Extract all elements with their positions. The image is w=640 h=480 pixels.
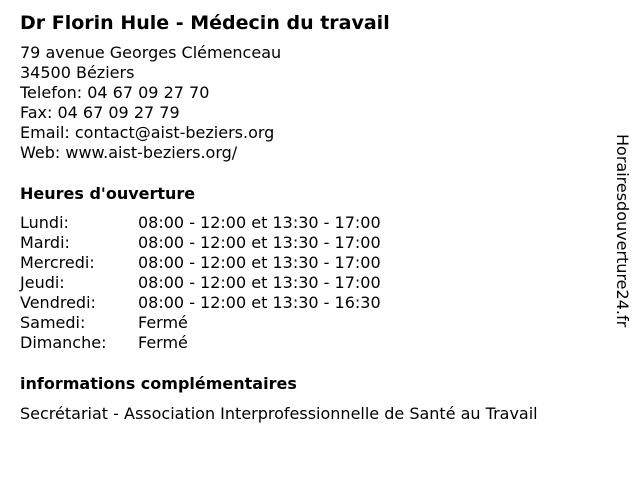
day-label: Samedi: <box>20 313 86 332</box>
address-line-street: 79 avenue Georges Clémenceau <box>20 43 282 62</box>
day-hours: Fermé <box>138 313 188 332</box>
day-label: Lundi: <box>20 213 69 232</box>
day-hours: 08:00 - 12:00 et 13:30 - 16:30 <box>138 293 381 312</box>
day-hours: 08:00 - 12:00 et 13:30 - 17:00 <box>138 213 381 232</box>
opening-hours-heading: Heures d'ouverture <box>20 184 196 203</box>
day-hours: 08:00 - 12:00 et 13:30 - 17:00 <box>138 273 381 292</box>
day-hours: 08:00 - 12:00 et 13:30 - 17:00 <box>138 253 381 272</box>
contact-block <box>20 43 281 163</box>
additional-info-text: Secrétariat - Association Interprofessionnelle de Santé au Travail <box>20 404 538 423</box>
day-hours: Fermé <box>138 333 188 352</box>
phone-line: Telefon: 04 67 09 27 70 <box>20 83 210 102</box>
day-label: Jeudi: <box>20 273 65 292</box>
fax-line: Fax: 04 67 09 27 79 <box>20 103 180 122</box>
page-title: Dr Florin Hule - Médecin du travail <box>20 12 390 34</box>
day-label: Vendredi: <box>20 293 96 312</box>
day-label: Mardi: <box>20 233 70 252</box>
web-line: Web: www.aist-beziers.org/ <box>20 143 238 162</box>
day-hours: 08:00 - 12:00 et 13:30 - 17:00 <box>138 233 381 252</box>
email-line: Email: contact@aist-beziers.org <box>20 123 275 142</box>
day-label: Dimanche: <box>20 333 107 352</box>
site-watermark: Horairesdouverture24.fr <box>613 134 632 328</box>
day-label: Mercredi: <box>20 253 95 272</box>
address-line-city: 34500 Béziers <box>20 63 135 82</box>
additional-info-heading: informations complémentaires <box>20 374 297 393</box>
